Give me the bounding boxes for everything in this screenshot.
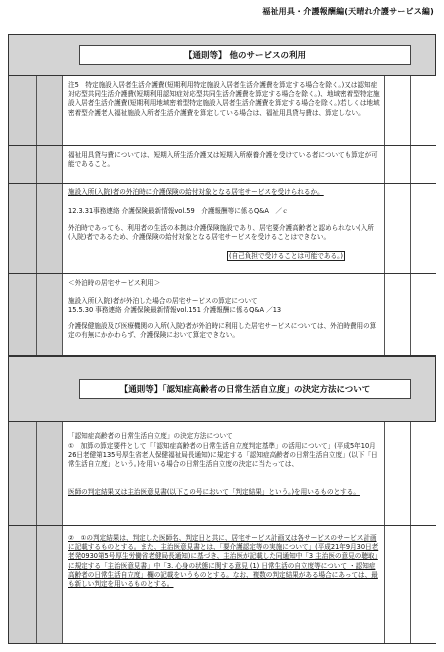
note-text: 注5 特定施設入居者生活介護費(短期利用特定施設入居者生活介護費を算定する場合を除く。)又は認知症対応型共同生活介護費(短期利用認知症対応型共同生活介護費を算定する場合を除く。)、地域密着型特定施設入居者生活介護費(短期利用地域密着型特定施設入居者生活介護費を算定する場合を除く。)若しくは地域密着型介護老人福祉施設入所者生活介護費を算定している場合は、福祉用具貸与費は、算定しない。	[68, 81, 380, 117]
rule-text-emphasis: 医師の判定結果又は主治医意見書(以下この号において「判定結果」という。)を用いるものとする。	[68, 488, 360, 496]
category-cell	[9, 184, 37, 273]
row-heading: ＜外泊時の居宅サービス利用＞	[68, 279, 161, 287]
answer-note	[227, 252, 380, 261]
table-row	[8, 146, 436, 184]
reference-text: 15.5.30 事務連絡 介護保険最新情報vol.151 介護報酬に係るQ&A ／13	[68, 306, 282, 314]
remark-cell	[411, 146, 437, 183]
note-text: 福祉用具貸与費については、短期入所生活介護又は短期入所療養介護を受けている者についても算定が可能であること。	[68, 151, 378, 169]
question-text: 施設入所(入院)者が外泊した場合の居宅サービスの算定について	[68, 297, 258, 305]
table-row	[8, 76, 436, 146]
content-cell	[63, 274, 385, 355]
table-row	[8, 422, 436, 526]
page-header: 福祉用具・介護報酬編(天晴れ介護サービス編)	[262, 7, 434, 16]
table-row	[8, 274, 436, 356]
item-cell	[37, 422, 63, 525]
content-cell	[63, 76, 385, 145]
category-cell	[9, 146, 37, 183]
rule-text: ② ①の判定結果は、判定した医師名、判定日と共に、居宅サービス計画又は各サービスのサービス計画に記載するものとする。また、主治医意見書とは、「要介護認定等の実施について」(平成21年9月30日老老発0930第5号厚生労働省老健局長通知)に基づき、主治医が記載した同通知中「3 主治医の意見の聴取」に規定する「主治医意見書」中「3. 心身の状態に関する意見 (1) 日常生活の自立度等について ・認知症高齢者の日常生活自立度」欄の記載をいうものとする。なお、複数の判定結果がある場合にあっては、最も新しい判定を用いるものとする。	[68, 534, 379, 589]
content-cell	[63, 526, 385, 643]
section-band-dementia-independence	[8, 356, 436, 422]
check-cell	[385, 422, 411, 525]
check-cell	[385, 184, 411, 273]
section-title: 【通則等】「認知症高齢者の日常生活自立度」の決定方法について	[79, 379, 411, 399]
category-cell	[9, 76, 37, 145]
remark-cell	[411, 274, 437, 355]
item-cell	[37, 274, 63, 355]
content-cell	[63, 146, 385, 183]
check-cell	[385, 274, 411, 355]
category-cell	[9, 422, 37, 525]
table-row	[8, 184, 436, 274]
remark-cell	[411, 76, 437, 145]
item-cell	[37, 184, 63, 273]
check-cell	[385, 526, 411, 643]
rule-title: 「認知症高齢者の日常生活自立度」の決定方法について	[68, 432, 233, 440]
item-cell	[37, 76, 63, 145]
category-cell	[9, 274, 37, 355]
section-band-other-services	[8, 34, 436, 76]
content-cell	[63, 184, 385, 273]
section-title: 【通則等】 他のサービスの利用	[79, 45, 411, 65]
table-row	[8, 526, 436, 644]
reference-text: 12.3.31事務連絡 介護保険最新情報vol.59 介護報酬等に係るQ&A ／ｃ	[68, 207, 289, 215]
item-cell	[37, 526, 63, 643]
rule-text: ① 加算の算定要件として「「認知症高齢者の日常生活自立度判定基準」の活用について」(平成5年10月26日老健第135号厚生省老人保健福祉局長通知)に規定する「認知症高齢者の日常生活自立度」(以下「日常生活自立度」という。)を用いる場合の日常生活自立度の決定に当たっては、	[68, 442, 378, 469]
remark-cell	[411, 526, 437, 643]
check-cell	[385, 76, 411, 145]
content-cell	[63, 422, 385, 525]
question-text: 施設入所(入院)者の外泊時に介護保険の給付対象となる居宅サービスを受けられるか。	[68, 188, 324, 196]
item-cell	[37, 146, 63, 183]
answer-text: 介護保健施設及び医療機関の入所(入院)者が外泊時に利用した居宅サービスについては、外泊時費用の算定の有無にかかわらず、介護保険において算定できない。	[68, 322, 377, 340]
remark-cell	[411, 422, 437, 525]
remark-cell	[411, 184, 437, 273]
category-cell	[9, 526, 37, 643]
check-cell	[385, 146, 411, 183]
self-pay-note: (自己負担で受けることは可能である。)	[229, 252, 343, 260]
answer-text: 外泊時であっても、利用者の生活の本拠は介護保険施設であり、居宅要介護高齢者と認められない(入所(入院)者であるため、介護保険の給付対象となる居宅サービスを受けることはできない。	[68, 224, 374, 242]
